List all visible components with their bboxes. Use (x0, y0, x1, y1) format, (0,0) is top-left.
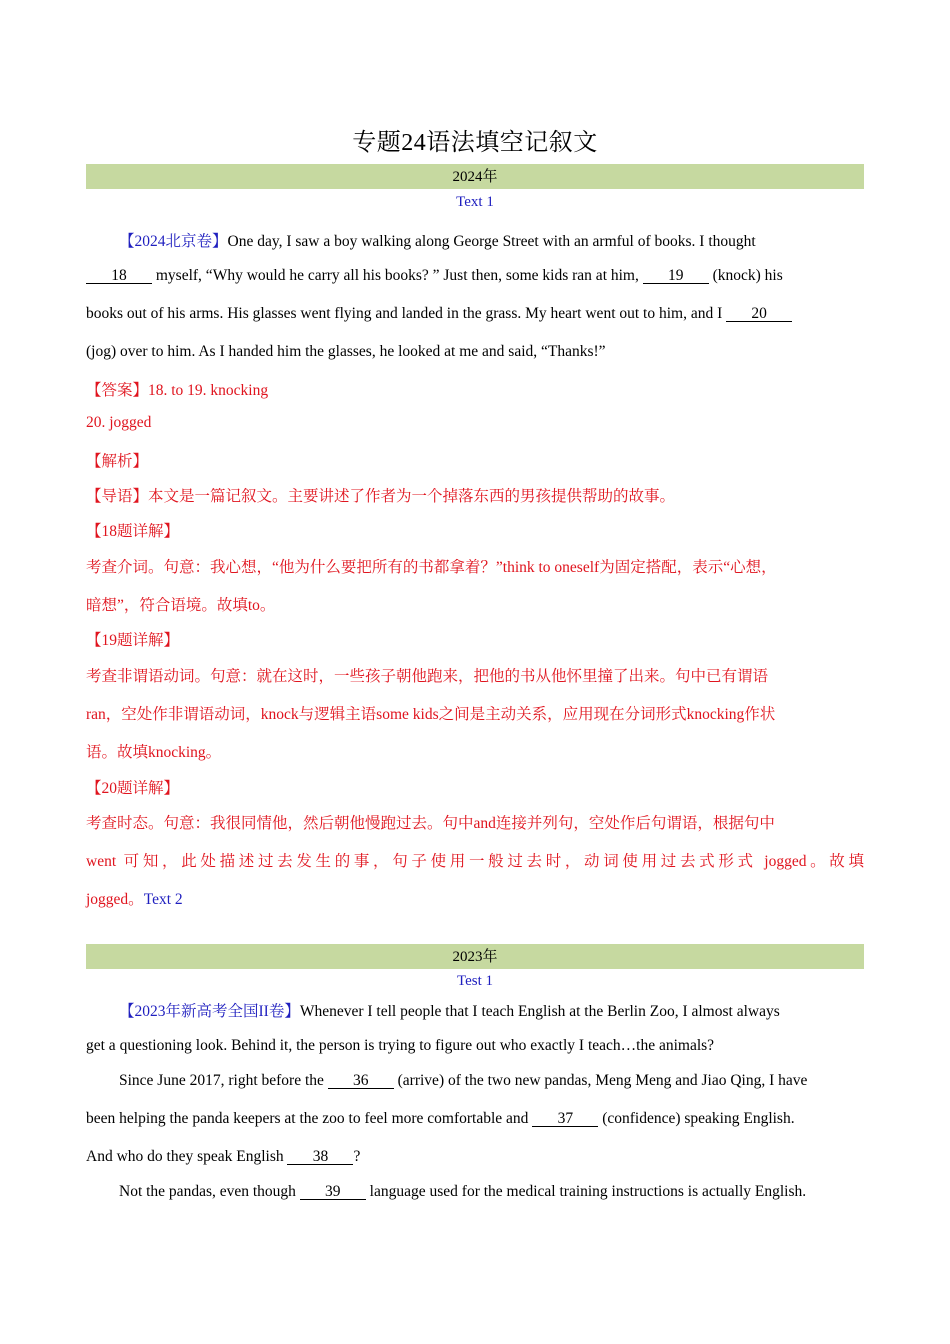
blank-19[interactable]: 19 (643, 268, 709, 284)
q18-explain: 考查介词。句意：我心想，“他为什么要把所有的书都拿着？”think to oneself为固定搭配，表示“心想， (86, 559, 777, 576)
passage-line: Not the pandas, even though 39 language used for the medical training instructions is actually English. (119, 1183, 807, 1200)
q19-explain: 语。故填knocking。 (86, 744, 222, 761)
q20-explain: jogged。Text 2 (86, 891, 183, 908)
text-label-1: Text 1 (456, 194, 494, 210)
passage-line: (jog) over to him. As I handed him the glasses, he looked at me and said, “Thanks!” (86, 343, 606, 360)
q19-heading: 【19题详解】 (86, 632, 180, 649)
passage-line: 【2023年新高考全国II卷】Whenever I tell people that I teach English at the Berlin Zoo, I almost always (119, 1003, 780, 1020)
passage-line: 【2024北京卷】One day, I saw a boy walking along George Street with an armful of books. I thought (119, 233, 756, 250)
blank-20[interactable]: 20 (726, 306, 792, 322)
passage-line: get a questioning look. Behind it, the person is trying to figure out who exactly I teach…the animals? (86, 1037, 715, 1054)
blank-18[interactable]: 18 (86, 268, 152, 284)
passage-line: Since June 2017, right before the 36 (arrive) of the two new pandas, Meng Meng and Jiao Qing, I have (119, 1072, 808, 1089)
passage-line: 18 myself, “Why would he carry all his books? ” Just then, some kids ran at him, 19 (knock) his (86, 267, 864, 285)
passage-line: books out of his arms. His glasses went flying and landed in the grass. My heart went out to him, and I 20 (86, 305, 864, 323)
blank-37[interactable]: 37 (532, 1111, 598, 1127)
intro-line: 【导语】本文是一篇记叙文。主要讲述了作者为一个掉落东西的男孩提供帮助的故事。 (86, 488, 676, 505)
q18-explain: 暗想”，符合语境。故填to。 (86, 597, 276, 614)
q19-explain: 考查非谓语动词。句意：就在这时，一些孩子朝他跑来，把他的书从他怀里撞了出来。句中已有谓语 (86, 668, 769, 685)
source-tag: 【2023年新高考全国II卷】 (119, 1003, 300, 1020)
blank-38[interactable]: 38 (287, 1149, 353, 1165)
answer-line: 20. jogged (86, 414, 152, 431)
q20-explain: went 可知，此处描述过去发生的事，句子使用一般过去时，动词使用过去式形式 jogged。故填 (86, 853, 864, 870)
q18-heading: 【18题详解】 (86, 523, 180, 540)
text-label-2: Text 2 (143, 891, 183, 908)
blank-36[interactable]: 36 (328, 1073, 394, 1089)
answer-line: 【答案】18. to 19. knocking (86, 382, 269, 399)
analysis-heading: 【解析】 (86, 453, 149, 470)
year-band-2023: 2023年 (86, 944, 864, 969)
passage-line: And who do they speak English 38 ? (86, 1148, 361, 1165)
source-tag: 【2024北京卷】 (119, 233, 228, 250)
page-title: 专题24语法填空记叙文 (352, 130, 598, 156)
q19-explain: ran，空处作非谓语动词，knock与逻辑主语some kids之间是主动关系，应用现在分词形式knocking作状 (86, 706, 776, 723)
q20-explain: 考查时态。句意：我很同情他，然后朝他慢跑过去。句中and连接并列句，空处作后句谓语，根据句中 (86, 815, 775, 832)
passage-line: been helping the panda keepers at the zoo to feel more comfortable and 37 (confidence) speaking English. (86, 1110, 795, 1127)
test-label-1: Test 1 (456, 973, 494, 989)
blank-39[interactable]: 39 (300, 1184, 366, 1200)
year-band-2024: 2024年 (86, 164, 864, 189)
q20-heading: 【20题详解】 (86, 780, 180, 797)
